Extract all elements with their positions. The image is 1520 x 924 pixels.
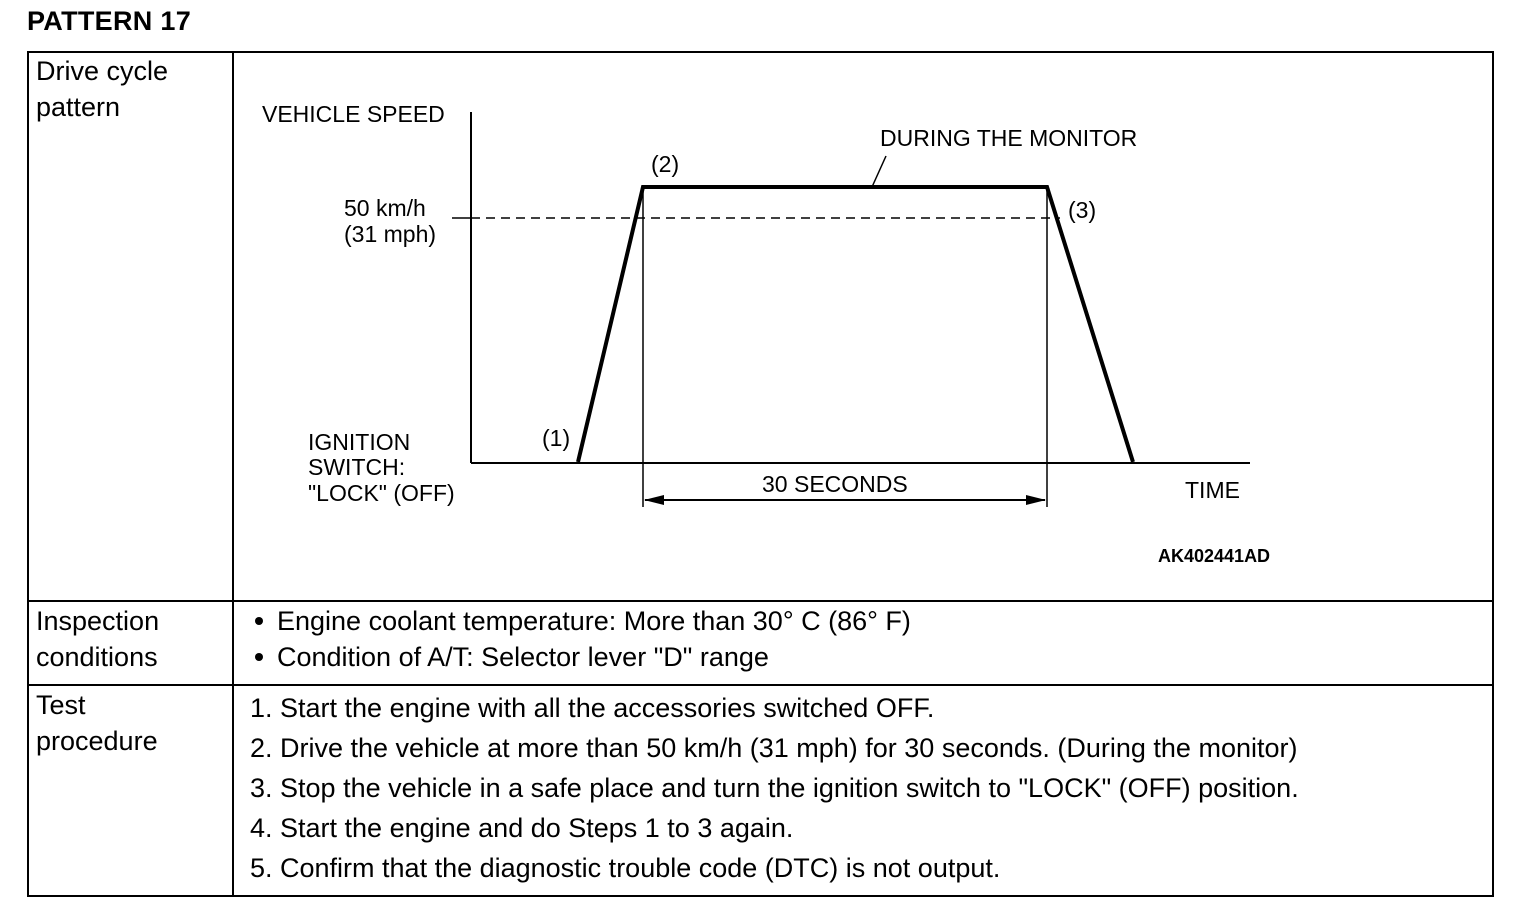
ignition-label-line2: SWITCH:: [308, 454, 406, 480]
x-axis-label: TIME: [1185, 477, 1240, 503]
figure-id: AK402441AD: [1158, 546, 1271, 566]
inspection-label-line2: conditions: [36, 642, 158, 672]
point-3-label: (3): [1068, 197, 1097, 223]
list-item: [250, 639, 911, 675]
inspection-condition-2: Condition of A/T: Selector lever "D" range: [277, 642, 769, 672]
page-title: PATTERN 17: [27, 6, 192, 36]
row-divider-1: [27, 600, 1494, 602]
inspection-conditions-list: [250, 603, 911, 675]
inspection-label-line1: Inspection: [36, 606, 160, 636]
procedure-step-1: 1. Start the engine with all the accessories switched OFF.: [250, 693, 935, 723]
test-procedure-label: [36, 687, 158, 759]
test-procedure-steps: [250, 688, 1299, 888]
point-2-label: (2): [651, 151, 680, 177]
inspection-condition-1: Engine coolant temperature: More than 30° C (86° F): [277, 606, 911, 636]
procedure-step-4: 4. Start the engine and do Steps 1 to 3 again.: [250, 813, 794, 843]
procedure-step-5: 5. Confirm that the diagnostic trouble code (DTC) is not output.: [250, 853, 1001, 883]
drive-cycle-label: [36, 53, 168, 125]
duration-label: 30 SECONDS: [762, 471, 908, 497]
list-item: [250, 603, 911, 639]
monitor-label: DURING THE MONITOR: [880, 125, 1138, 151]
point-1-label: (1): [542, 425, 571, 451]
speed-label-line2: (31 mph): [344, 221, 437, 247]
ignition-label-line1: IGNITION: [308, 429, 411, 455]
drive-cycle-label-line2: pattern: [36, 92, 121, 122]
test-procedure-label-line1: Test: [36, 690, 86, 720]
procedure-step-3: 3. Stop the vehicle in a safe place and turn the ignition switch to "LOCK" (OFF) position.: [250, 773, 1299, 803]
bullet-icon: [255, 617, 263, 625]
column-divider: [232, 51, 234, 897]
test-procedure-label-line2: procedure: [36, 726, 158, 756]
speed-label-line1: 50 km/h: [344, 195, 426, 221]
procedure-step-2: 2. Drive the vehicle at more than 50 km/h (31 mph) for 30 seconds. (During the monitor): [250, 733, 1298, 763]
ignition-label-line3: "LOCK" (OFF): [308, 480, 455, 506]
row-divider-2: [27, 684, 1494, 686]
drive-cycle-label-line1: Drive cycle: [36, 56, 169, 86]
bullet-icon: [255, 653, 263, 661]
inspection-label: [36, 603, 159, 675]
y-axis-label: VEHICLE SPEED: [262, 101, 445, 127]
